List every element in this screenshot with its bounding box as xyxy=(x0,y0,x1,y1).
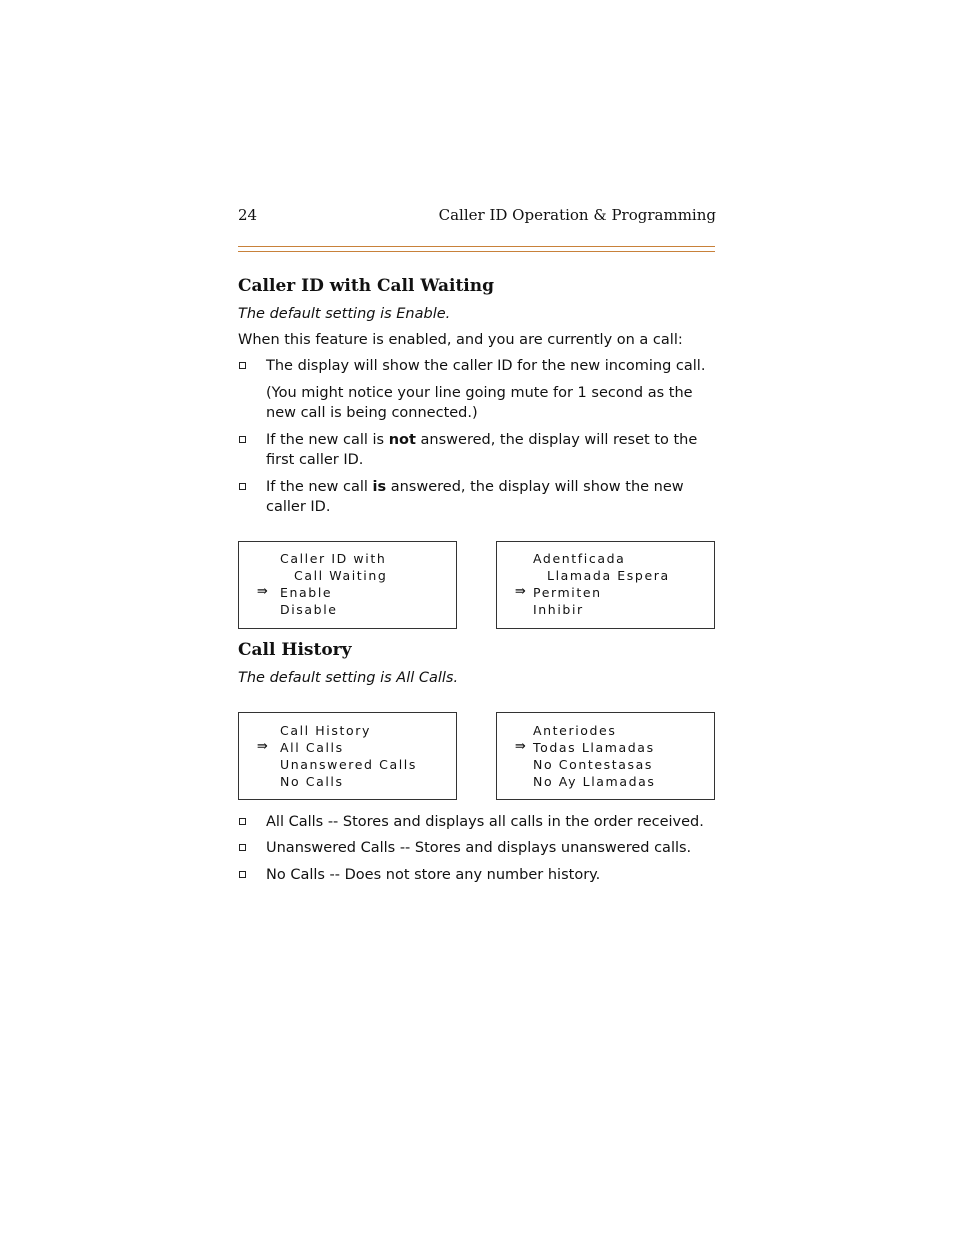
lcd-line: Disable xyxy=(280,602,338,617)
lcd-line: No Contestasas xyxy=(533,757,654,772)
selection-arrow-icon: ⇛ xyxy=(515,584,526,599)
lcd-line: Call History xyxy=(280,723,371,738)
lcd-line: No Calls xyxy=(280,774,344,789)
square-bullet-icon xyxy=(239,818,246,825)
list-item xyxy=(238,838,716,858)
square-bullet-icon xyxy=(239,362,246,369)
square-bullet-icon xyxy=(239,844,246,851)
section-heading-call-history: Call History xyxy=(238,640,352,660)
lcd-line: Call Waiting xyxy=(294,568,388,583)
lcd-line: Inhibir xyxy=(533,602,584,617)
list-item xyxy=(238,812,716,832)
header-rule-bottom xyxy=(238,251,715,252)
list-item xyxy=(238,356,716,376)
lcd-line: No Ay Llamadas xyxy=(533,774,656,789)
lcd-line: Anteriodes xyxy=(533,723,617,738)
default-setting-enable: The default setting is Enable. xyxy=(238,306,451,322)
lcd-screen-spanish-call-waiting xyxy=(496,541,715,629)
bullet-text: If the new call is answered, the display will show the new caller ID. xyxy=(266,479,684,515)
list-item xyxy=(238,430,716,470)
section-heading-caller-id-call-waiting: Caller ID with Call Waiting xyxy=(238,276,495,296)
lcd-line: All Calls xyxy=(280,740,344,755)
intro-text: When this feature is enabled, and you are currently on a call: xyxy=(238,332,683,348)
lcd-line: Permiten xyxy=(533,585,602,600)
lcd-line: Todas Llamadas xyxy=(533,740,655,755)
selection-arrow-icon: ⇛ xyxy=(515,739,526,754)
lcd-line: Enable xyxy=(280,585,333,600)
lcd-line: Adentficada xyxy=(533,551,626,566)
lcd-screen-english-call-history xyxy=(238,712,457,800)
square-bullet-icon xyxy=(239,483,246,490)
lcd-line: Unanswered Calls xyxy=(280,757,417,772)
header-rule-top xyxy=(238,246,715,247)
bullet-note: (You might notice your line going mute for 1 second as the new call is being connected.) xyxy=(266,385,693,421)
lcd-screen-english-call-waiting xyxy=(238,541,457,629)
page-number: 24 xyxy=(238,206,258,224)
list-item xyxy=(238,865,716,885)
lcd-screen-spanish-call-history xyxy=(496,712,715,800)
running-title: Caller ID Operation & Programming xyxy=(438,206,716,224)
bullet-text: The display will show the caller ID for the new incoming call. xyxy=(266,358,706,374)
bullet-text: If the new call is not answered, the display will reset to the first caller ID. xyxy=(266,432,698,468)
bullet-text: All Calls -- Stores and displays all calls in the order received. xyxy=(266,814,704,830)
lcd-line: Caller ID with xyxy=(280,551,387,566)
square-bullet-icon xyxy=(239,436,246,443)
selection-arrow-icon: ⇛ xyxy=(257,739,268,754)
square-bullet-icon xyxy=(239,871,246,878)
lcd-line: Llamada Espera xyxy=(547,568,670,583)
list-item xyxy=(238,477,716,517)
bullet-text: Unanswered Calls -- Stores and displays unanswered calls. xyxy=(266,840,692,856)
default-setting-all-calls: The default setting is All Calls. xyxy=(238,670,459,686)
bullet-text: No Calls -- Does not store any number history. xyxy=(266,867,601,883)
selection-arrow-icon: ⇛ xyxy=(257,584,268,599)
